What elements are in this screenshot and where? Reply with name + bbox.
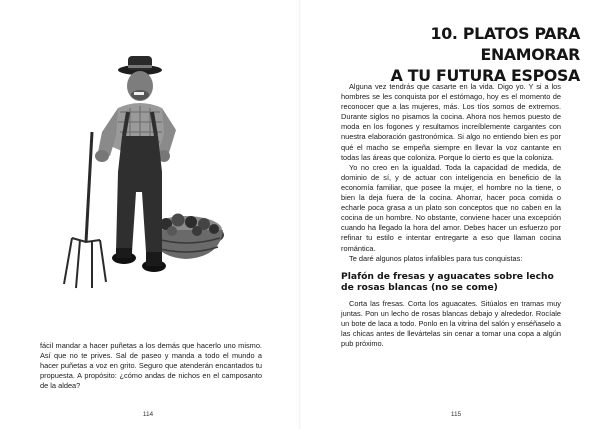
chapter-title-line-1: 10. PLATOS PARA ENAMORAR (430, 24, 580, 64)
recipe-paragraph: Corta las fresas. Corta los aguacates. Sitúalos en tramas muy juntas. Pon un lecho de rosas blancas debajo y alrededor. Rocíale un bote de laca a todo. Ponlo en la vitrina del salón y enséñaselo a las chicas antes de llevártelas sin cenar a tomar una copa a algún pub próximo. (341, 298, 561, 349)
chapter-title (330, 23, 580, 86)
body-paragraph: Yo no creo en la igualdad. Toda la capacidad de medida, de dominio de sí, y de actuar con inteligencia en beneficio de la economía familiar, que posee la mujer, el hombre no la tiene, o bien la deja fuera de la cocina. Ahorrar, hacer poca comida o echarle poca grasa a un plato son conceptos que no caben en la cocina de un hombre. No obstante, conviene hacer una excepción cuando ha llegado la hora del amor. Debes hacer un esfuerzo por refinar tu estilo e intentar entregarte a eso que llaman cocina romántica. (341, 162, 561, 253)
right-page (300, 0, 600, 429)
page-number-right: 115 (450, 411, 462, 418)
left-page-text (40, 341, 262, 391)
page-number-left: 114 (142, 411, 154, 418)
recipe-heading: Plafón de fresas y aguacates sobre lecho de rosas blancas (no se come) (341, 270, 554, 294)
chapter-body (341, 82, 561, 349)
body-paragraph: Te daré algunos platos infalibles para tus conquistas: (349, 253, 523, 263)
farmer-illustration (58, 52, 228, 302)
left-paragraph: fácil mandar a hacer puñetas a los demás que hacerlo uno mismo. Así que no te prives. Sal de paseo y manda a todo el mundo a hacer puñetas a voz en grito. Seguro que atenderán encantados tu propuesta. A propósito: ¿cómo andas de nichos en el camposanto de la aldea? (40, 341, 262, 391)
chapter-title-line-2: A TU FUTURA ESPOSA (390, 66, 580, 85)
body-paragraph: Alguna vez tendrás que casarte en la vida. Digo yo. Y si a los hombres se les conquista por el estómago, hoy es el momento de reconocer que a las mujeres, más. Los tíos somos de extremos. Durante siglos no pisamos la cocina. Ahora nos hemos puesto de moda en los fogones y resultamos increíblemente cargantes con nuestra elaboración gastronómica. Si algo no entiendo bien es por qué el macho se empeña siempre en llevar la voz cantante en todas las áreas que coloniza. Porque lo cierto es que la coloniza. (341, 82, 561, 162)
